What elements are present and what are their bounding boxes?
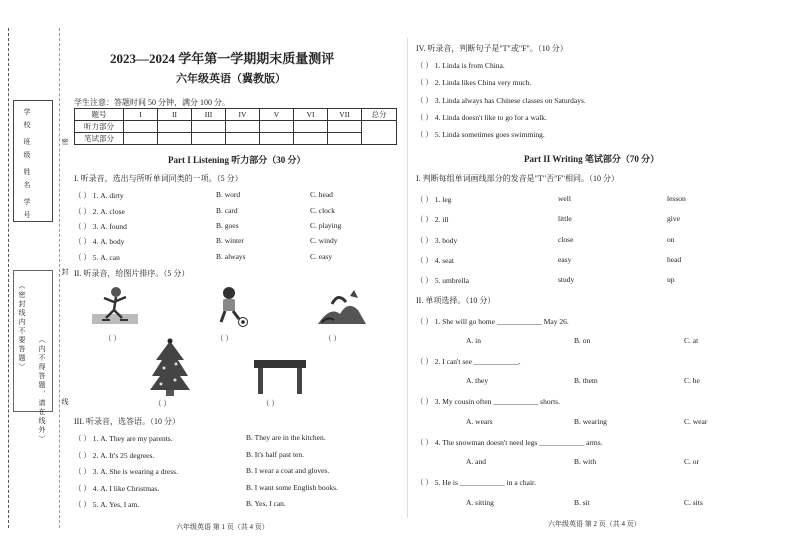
word-a: umbrella [442,276,469,285]
p1-q2-title: II. 听录音，给图片排序。（5 分） [74,269,190,278]
list-item [416,275,469,286]
list-item [74,206,125,217]
score-row-writing [75,133,397,145]
option-b: B. sit [574,498,590,507]
item-number: 4. [92,237,99,246]
word-c: head [667,255,682,264]
answer-blank[interactable]: （ ） [416,276,433,285]
score-cell[interactable] [226,121,260,133]
score-cell[interactable] [158,133,192,145]
word-b: easy [558,255,572,264]
answer-blank[interactable]: （ ） [416,96,433,105]
answer-blank[interactable]: （ ） [416,113,433,122]
item-number: 1. [434,195,441,204]
item-number: 2. [434,215,441,224]
answer-blank[interactable]: （ ） [416,357,433,366]
word-a: ill [442,215,449,224]
item-number: 4. [92,484,99,493]
option-a: A. It's 25 degrees. [100,451,155,460]
item-number: 5. [92,253,99,262]
label-name: 姓 名 [23,168,31,190]
option-a: A. wears [466,417,493,426]
list-item [416,316,569,327]
word-c: lesson [667,194,686,203]
answer-blank[interactable]: （ ） [416,215,433,224]
list-item [416,129,545,140]
cut-line [8,28,9,528]
score-cell[interactable] [124,121,158,133]
option-a: A. in [466,336,481,345]
list-item [416,255,454,266]
score-head-cell: VII [328,109,362,121]
answer-blank[interactable]: （ ） [74,434,91,443]
word-c: on [667,235,675,244]
score-table [74,108,397,145]
option-c: C. wear [684,417,708,426]
score-head-cell: II [158,109,192,121]
answer-blank[interactable]: （ ） [74,451,91,460]
seal-notice-left: （密封线内不要答题） [18,282,26,372]
answer-blank[interactable]: （ ） [74,467,91,476]
seal-notice-right: （内不得答题，请在线外） [38,336,46,444]
option-a: A. close [100,207,125,216]
word-a: leg [442,195,452,204]
list-item [416,194,451,205]
option-c: C. head [310,190,333,199]
exam-subtitle: 六年级英语（冀教版） [176,73,286,85]
word-b: study [558,275,575,284]
list-item [416,477,536,488]
statement: 5. Linda sometimes goes swimming. [434,130,545,139]
word-c: up [667,275,675,284]
option-a: A. body [100,237,125,246]
score-cell[interactable] [260,133,294,145]
option-b: B. Yes, I can. [246,499,286,508]
question-text: 5. He is ____________ in a chair. [434,478,536,487]
p2-q2-title: II. 单项选择。（10 分） [416,296,496,305]
list-item [416,60,505,71]
option-c: C. windy [310,236,338,245]
item-number: 4. [434,256,441,265]
score-cell[interactable] [328,133,362,145]
score-row-label: 笔试部分 [75,133,124,145]
statement: 2. Linda likes China very much. [434,78,532,87]
score-total-cell[interactable] [362,121,397,145]
answer-blank[interactable]: （ ） [416,256,433,265]
cut-word-xian: 线 [61,398,69,407]
table-image [254,358,306,394]
item-number: 3. [92,222,99,231]
score-cell[interactable] [192,133,226,145]
list-item [416,214,449,225]
column-divider [407,38,408,518]
option-a: A. found [100,222,127,231]
answer-blank[interactable]: （ ） [416,61,433,70]
score-head-cell: III [192,109,226,121]
student-info-box [13,100,53,222]
score-cell[interactable] [192,121,226,133]
part2-title: Part II Writing 笔试部分（70 分） [524,154,660,164]
option-c: C. at [684,336,699,345]
answer-blank[interactable]: （ ） [74,253,91,262]
answer-blank[interactable]: （ ） [154,399,171,408]
question-text: 1. She will go home ____________ May 26. [434,317,569,326]
answer-blank[interactable]: （ ） [416,78,433,87]
football-boy-image [213,286,249,328]
option-b: B. goes [216,221,239,230]
option-c: C. or [684,457,699,466]
score-cell[interactable] [158,121,192,133]
answer-blank[interactable]: （ ） [74,191,91,200]
option-b: B. them [574,376,598,385]
cut-word-mi: 密 [61,138,69,147]
option-a: A. sitting [466,498,494,507]
option-b: B. word [216,190,241,199]
statement: 4. Linda doesn't like to go for a walk. [434,113,547,122]
score-table-head [75,109,397,121]
skating-girl-image [92,284,138,326]
item-number: 1. [92,434,99,443]
page-footer-right: 六年级英语 第 2 页（共 4 页） [548,520,641,528]
word-b: close [558,235,574,244]
option-a: A. They are my parents. [100,434,173,443]
option-a: A. She is wearing a dress. [100,467,178,476]
seal-line [59,28,60,528]
item-number: 1. [92,191,99,200]
label-number: 学 号 [23,198,31,220]
option-c: C. sits [684,498,703,507]
item-number: 2. [92,207,99,216]
question-text: 2. I can't see ____________. [434,357,521,366]
score-row-label: 听力部分 [75,121,124,133]
option-b: B. I wear a coat and gloves. [246,466,330,475]
list-item [416,95,586,106]
score-head-cell: I [124,109,158,121]
score-cell[interactable] [294,121,328,133]
option-c: C. he [684,376,700,385]
word-b: well [558,194,571,203]
answer-blank[interactable]: （ ） [262,399,279,408]
option-b: B. on [574,336,591,345]
option-a: A. dirty [100,191,124,200]
question-text: 3. My cousin often ____________ shorts. [434,397,560,406]
answer-blank[interactable]: （ ） [74,207,91,216]
option-b: B. with [574,457,597,466]
question-text: 4. The snowman doesn't need legs ____________ arms. [434,438,603,447]
list-item [74,433,173,444]
label-school: 学 校 [23,108,31,130]
option-a: A. I like Christmas. [100,484,160,493]
answer-blank[interactable]: （ ） [416,478,433,487]
answer-blank[interactable]: （ ） [216,334,233,343]
option-a: A. and [466,457,486,466]
option-c: C. easy [310,252,333,261]
word-a: seat [442,256,454,265]
item-number: 5. [434,276,441,285]
score-cell[interactable] [226,133,260,145]
landscape-image [318,286,366,326]
p1-q1-title: I. 听录音，选出与所听单词同类的一项。（5 分） [74,174,243,183]
score-cell[interactable] [294,133,328,145]
option-c: C. clock [310,206,335,215]
score-head-cell: VI [294,109,328,121]
list-item [74,466,178,477]
list-item [416,77,531,88]
item-number: 3. [92,467,99,476]
part1-title: Part I Listening 听力部分（30 分） [168,155,306,165]
word-c: give [667,214,680,223]
option-b: B. It's half past ten. [246,450,305,459]
answer-blank[interactable]: （ ） [416,397,433,406]
score-head-cell: 总分 [362,109,397,121]
list-item [74,483,159,494]
score-cell[interactable] [260,121,294,133]
list-item [74,221,127,232]
word-b: little [558,214,572,223]
score-head-cell: V [260,109,294,121]
option-b: B. card [216,206,238,215]
exam-title: 2023—2024 学年第一学期期末质量测评 [110,51,335,66]
option-b: B. always [216,252,246,261]
list-item [416,437,603,448]
list-item [74,236,124,247]
word-a: body [442,236,458,245]
binding-strip [0,0,70,551]
student-notice: 学生注意：答题时间 50 分钟，满分 100 分。 [74,98,230,107]
christmas-tree-image [150,338,190,396]
item-number: 2. [92,451,99,460]
answer-blank[interactable]: （ ） [74,484,91,493]
answer-blank[interactable]: （ ） [74,237,91,246]
option-b: B. wearing [574,417,607,426]
score-row-listening [75,121,397,133]
list-item [74,190,124,201]
answer-blank[interactable]: （ ） [416,438,433,447]
p1-q4-title: IV. 听录音，判断句子是"T"或"F"。（10 分） [416,44,568,53]
statement: 3. Linda always has Chinese classes on Saturdays. [434,96,586,105]
answer-blank[interactable]: （ ） [74,222,91,231]
answer-blank[interactable]: （ ） [74,500,91,509]
item-number: 3. [434,236,441,245]
label-class: 班 级 [23,138,31,160]
p2-q1-title: I. 判断每组单词画线部分的发音是"T"否"F"相同。（10 分） [416,174,620,183]
list-item [74,499,139,510]
p1-q3-title: III. 听录音，选答语。（10 分） [74,417,180,426]
answer-blank[interactable]: （ ） [104,334,121,343]
list-item [416,235,457,246]
answer-blank[interactable]: （ ） [416,130,433,139]
option-a: A. can [100,253,120,262]
item-number: 5. [92,500,99,509]
answer-blank[interactable]: （ ） [416,236,433,245]
option-c: C. playing [310,221,342,230]
list-item [416,396,560,407]
score-cell[interactable] [328,121,362,133]
answer-blank[interactable]: （ ） [416,317,433,326]
option-b: B. They are in the kitchen. [246,433,326,442]
cut-word-feng: 封 [61,268,69,277]
score-head-cell: 题号 [75,109,124,121]
option-a: A. Yes, I am. [100,500,140,509]
list-item [74,252,120,263]
list-item [74,450,154,461]
option-a: A. they [466,376,489,385]
score-cell[interactable] [124,133,158,145]
page-footer-left: 六年级英语 第 1 页（共 4 页） [176,523,269,531]
option-b: B. winter [216,236,244,245]
score-head-cell: IV [226,109,260,121]
list-item [416,112,547,123]
option-b: B. I want some English books. [246,483,338,492]
answer-blank[interactable]: （ ） [324,334,341,343]
list-item [416,356,521,367]
answer-blank[interactable]: （ ） [416,195,433,204]
statement: 1. Linda is from China. [434,61,505,70]
